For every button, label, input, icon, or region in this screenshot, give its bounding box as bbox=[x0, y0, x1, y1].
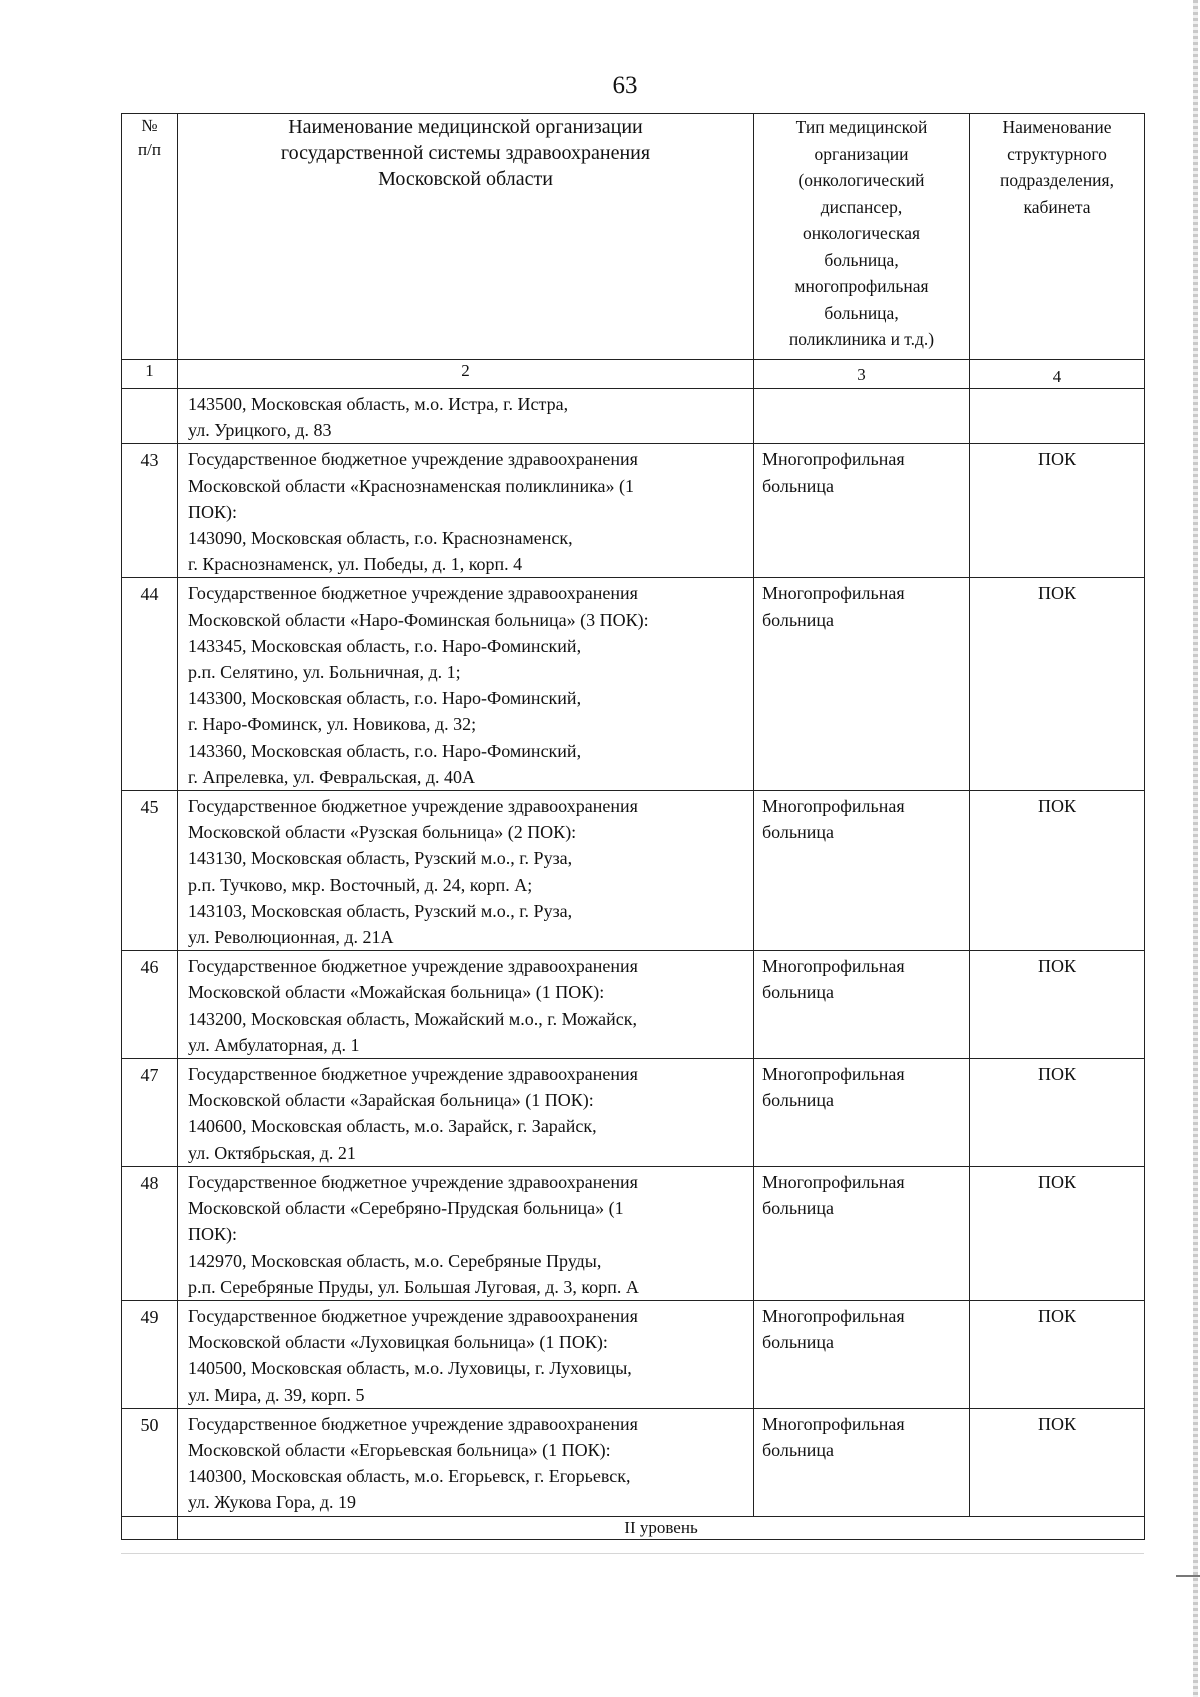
organization-text-line: ул. Амбулаторная, д. 1 bbox=[188, 1034, 360, 1055]
table-row bbox=[122, 1059, 1145, 1167]
header-text-line: № bbox=[141, 116, 158, 135]
continuation-address-cell bbox=[178, 389, 754, 444]
continuation-unit-cell bbox=[970, 389, 1145, 444]
row-number: 44 bbox=[122, 578, 178, 791]
organization-text-line: г. Апрелевка, ул. Февральская, д. 40А bbox=[188, 766, 476, 787]
organization-type-cell bbox=[754, 444, 970, 578]
organization-text-line: 140500, Московская область, м.о. Луховицы, г. Луховицы, bbox=[188, 1358, 632, 1379]
row-number: 48 bbox=[122, 1166, 178, 1300]
table-row bbox=[122, 444, 1145, 578]
header-text-line: больница, bbox=[824, 249, 899, 270]
organization-text-line: Московской области «Серебряно-Прудская больница» (1 bbox=[188, 1198, 624, 1219]
address-line: 143500, Московская область, м.о. Истра, г. Истра, bbox=[188, 394, 569, 414]
structural-unit-cell: ПОК bbox=[970, 951, 1145, 1059]
organization-text-line: р.п. Серебряные Пруды, ул. Большая Луговая, д. 3, корп. А bbox=[188, 1276, 639, 1297]
organization-text-line: г. Наро-Фоминск, ул. Новикова, д. 32; bbox=[188, 714, 477, 735]
organization-type-line: больница bbox=[762, 475, 834, 496]
header-text-line: поликлиника и т.д.) bbox=[788, 329, 935, 349]
organization-text-line: Московской области «Наро-Фоминская больница» (3 ПОК): bbox=[188, 609, 649, 630]
organization-text-line: Государственное бюджетное учреждение здравоохранения bbox=[188, 1064, 638, 1085]
header-text-line: п/п bbox=[138, 140, 161, 159]
row-number: 46 bbox=[122, 951, 178, 1059]
organization-text-line: Государственное бюджетное учреждение здравоохранения bbox=[188, 583, 638, 604]
organization-type-line: Многопрофильная bbox=[762, 796, 905, 817]
organization-text-line: 142970, Московская область, м.о. Серебряные Пруды, bbox=[188, 1250, 602, 1271]
organization-type-line: больница bbox=[762, 1332, 834, 1353]
header-text-line: Тип медицинской bbox=[795, 117, 928, 137]
row-number: 49 bbox=[122, 1300, 178, 1408]
column-number-cell: 2 bbox=[178, 360, 754, 389]
structural-unit-cell: ПОК bbox=[970, 578, 1145, 791]
organization-type-cell bbox=[754, 1408, 970, 1516]
structural-unit-cell: ПОК bbox=[970, 1408, 1145, 1516]
table-row bbox=[122, 951, 1145, 1059]
header-organization-name-cell bbox=[178, 114, 754, 360]
organization-text-line: 143300, Московская область, г.о. Наро-Фоминский, bbox=[188, 688, 582, 709]
structural-unit-cell: ПОК bbox=[970, 791, 1145, 951]
organization-text-line: Московской области «Краснознаменская поликлиника» (1 bbox=[188, 475, 635, 496]
organization-text-line: Московской области «Можайская больница» (1 ПОК): bbox=[188, 982, 605, 1003]
column-number-cell: 4 bbox=[970, 360, 1145, 389]
organization-text-line: 143130, Московская область, Рузский м.о., г. Руза, bbox=[188, 848, 573, 869]
header-text-line: Московской области bbox=[378, 168, 553, 190]
organization-type-cell bbox=[754, 578, 970, 791]
header-text-line: подразделения, bbox=[1000, 170, 1114, 190]
header-text-line: кабинета bbox=[1023, 196, 1091, 217]
structural-unit-cell: ПОК bbox=[970, 1166, 1145, 1300]
row-number: 45 bbox=[122, 791, 178, 951]
scan-edge bbox=[1193, 0, 1198, 1697]
organization-type-line: больница bbox=[762, 1439, 834, 1460]
organization-text-line: ул. Революционная, д. 21А bbox=[188, 927, 394, 948]
organization-name-cell bbox=[178, 1408, 754, 1516]
table-row bbox=[122, 1300, 1145, 1408]
organization-type-line: Многопрофильная bbox=[762, 449, 905, 470]
table-header-row bbox=[122, 114, 1145, 360]
organization-type-cell bbox=[754, 1300, 970, 1408]
header-number-cell bbox=[122, 114, 178, 360]
header-text-line: онкологическая bbox=[802, 223, 921, 243]
row-number: 47 bbox=[122, 1059, 178, 1167]
organization-text-line: ПОК): bbox=[188, 501, 237, 522]
organization-name-cell bbox=[178, 1059, 754, 1167]
organization-text-line: Московской области «Егорьевская больница» (1 ПОК): bbox=[188, 1439, 611, 1460]
organization-text-line: Московской области «Рузская больница» (2 ПОК): bbox=[188, 822, 577, 843]
organization-type-line: Многопрофильная bbox=[762, 583, 905, 604]
organization-text-line: 143103, Московская область, Рузский м.о., г. Руза, bbox=[188, 900, 573, 921]
organization-text-line: 143360, Московская область, г.о. Наро-Фоминский, bbox=[188, 740, 582, 761]
continuation-number-cell bbox=[122, 389, 178, 444]
header-text-line: многопрофильная bbox=[794, 276, 929, 296]
organization-type-line: Многопрофильная bbox=[762, 956, 905, 977]
organization-name-cell bbox=[178, 444, 754, 578]
continuation-type-cell bbox=[754, 389, 970, 444]
organization-name-cell bbox=[178, 1166, 754, 1300]
section-level-number-cell bbox=[122, 1516, 178, 1539]
header-organization-type-cell bbox=[754, 114, 970, 360]
table-row bbox=[122, 1408, 1145, 1516]
organization-text-line: Государственное бюджетное учреждение здравоохранения bbox=[188, 1171, 638, 1192]
organization-type-line: больница bbox=[762, 1198, 834, 1219]
scan-edge-mark bbox=[1176, 1575, 1200, 1577]
table-row bbox=[122, 1166, 1145, 1300]
organization-name-cell bbox=[178, 1300, 754, 1408]
organization-name-cell bbox=[178, 791, 754, 951]
header-text-line: диспансер, bbox=[820, 196, 903, 217]
row-number: 50 bbox=[122, 1408, 178, 1516]
header-structural-unit-cell bbox=[970, 114, 1145, 360]
organization-text-line: р.п. Селятино, ул. Больничная, д. 1; bbox=[188, 662, 461, 683]
table-row bbox=[122, 791, 1145, 951]
organization-type-cell bbox=[754, 1059, 970, 1167]
organization-type-line: больница bbox=[762, 609, 834, 630]
organization-type-line: больница bbox=[762, 1090, 834, 1111]
section-level-row bbox=[122, 1516, 1145, 1539]
organization-type-line: Многопрофильная bbox=[762, 1064, 905, 1085]
table-row bbox=[122, 578, 1145, 791]
organization-type-line: Многопрофильная bbox=[762, 1413, 905, 1434]
organization-text-line: 143345, Московская область, г.о. Наро-Фоминский, bbox=[188, 635, 582, 656]
address-line: ул. Урицкого, д. 83 bbox=[188, 420, 332, 441]
organizations-table bbox=[121, 113, 1145, 1540]
organization-text-line: ПОК): bbox=[188, 1224, 237, 1245]
organization-type-line: Многопрофильная bbox=[762, 1171, 905, 1192]
continuation-row bbox=[122, 389, 1145, 444]
organization-type-line: больница bbox=[762, 822, 834, 843]
page-number: 63 bbox=[612, 72, 638, 99]
header-text-line: Наименование bbox=[1002, 117, 1112, 137]
organization-type-line: больница bbox=[762, 982, 834, 1003]
header-text-line: государственной системы здравоохранения bbox=[280, 142, 651, 164]
header-text-line: структурного bbox=[1007, 143, 1107, 164]
organization-text-line: ул. Жукова Гора, д. 19 bbox=[188, 1492, 356, 1513]
bottom-rule bbox=[121, 1553, 1144, 1554]
header-text-line: (онкологический bbox=[798, 170, 925, 190]
organization-text-line: 143200, Московская область, Можайский м.о., г. Можайск, bbox=[188, 1008, 638, 1029]
column-number-cell: 3 bbox=[754, 360, 970, 389]
structural-unit-cell: ПОК bbox=[970, 444, 1145, 578]
organization-text-line: Государственное бюджетное учреждение здравоохранения bbox=[188, 1305, 638, 1326]
organization-name-cell bbox=[178, 951, 754, 1059]
structural-unit-cell: ПОК bbox=[970, 1300, 1145, 1408]
structural-unit-cell: ПОК bbox=[970, 1059, 1145, 1167]
organization-type-cell bbox=[754, 1166, 970, 1300]
organization-type-cell bbox=[754, 951, 970, 1059]
organization-text-line: р.п. Тучково, мкр. Восточный, д. 24, корп. А; bbox=[188, 874, 533, 895]
organization-text-line: 140600, Московская область, м.о. Зарайск, г. Зарайск, bbox=[188, 1116, 597, 1137]
organization-text-line: Московской области «Зарайская больница» (1 ПОК): bbox=[188, 1090, 594, 1111]
column-numbers-row bbox=[122, 360, 1145, 389]
organization-text-line: г. Краснознаменск, ул. Победы, д. 1, корп. 4 bbox=[188, 554, 523, 575]
header-text-line: организации bbox=[814, 143, 909, 164]
organization-type-cell bbox=[754, 791, 970, 951]
column-number-cell: 1 bbox=[122, 360, 178, 389]
section-level-label: II уровень bbox=[178, 1516, 1145, 1539]
organization-text-line: ул. Октябрьская, д. 21 bbox=[188, 1142, 356, 1163]
organization-name-cell bbox=[178, 578, 754, 791]
organization-text-line: Государственное бюджетное учреждение здравоохранения bbox=[188, 449, 638, 470]
organization-text-line: 143090, Московская область, г.о. Краснознаменск, bbox=[188, 528, 573, 549]
organization-text-line: Государственное бюджетное учреждение здравоохранения bbox=[188, 1413, 638, 1434]
organization-text-line: ул. Мира, д. 39, корп. 5 bbox=[188, 1384, 365, 1405]
organization-text-line: Государственное бюджетное учреждение здравоохранения bbox=[188, 956, 638, 977]
row-number: 43 bbox=[122, 444, 178, 578]
organization-text-line: Московской области «Луховицкая больница» (1 ПОК): bbox=[188, 1332, 608, 1353]
organization-text-line: Государственное бюджетное учреждение здравоохранения bbox=[188, 796, 638, 817]
organization-type-line: Многопрофильная bbox=[762, 1305, 905, 1326]
header-text-line: больница, bbox=[824, 302, 899, 323]
header-text-line: Наименование медицинской организации bbox=[288, 116, 643, 138]
organization-text-line: 140300, Московская область, м.о. Егорьевск, г. Егорьевск, bbox=[188, 1466, 631, 1487]
